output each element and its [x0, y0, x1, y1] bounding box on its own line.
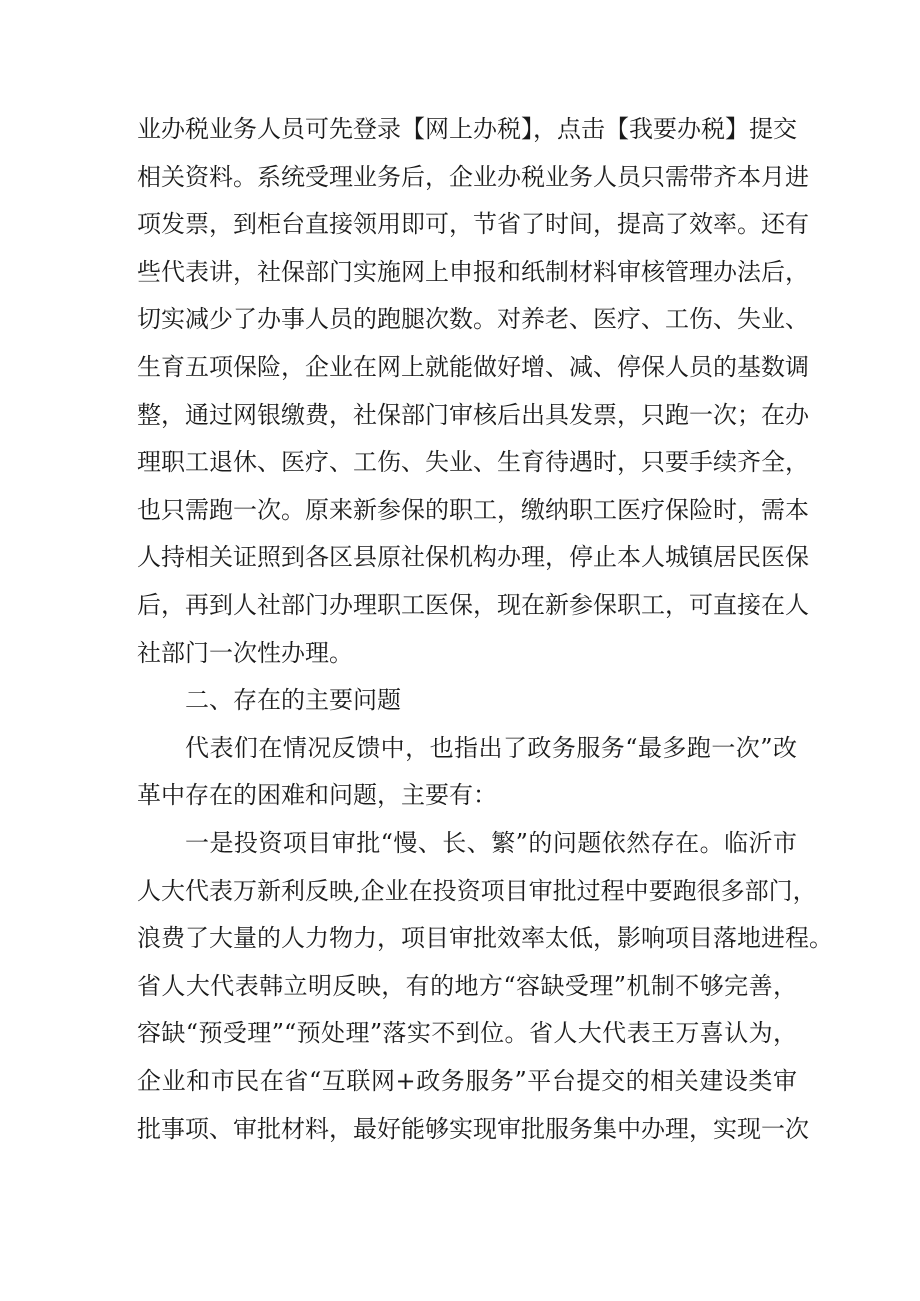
text-line: 企业和市民在省“互联网+政务服务”平台提交的相关建设类审 — [137, 1067, 797, 1095]
text-line: 人持相关证照到各区县原社保机构办理，停止本人城镇居民医保 — [137, 543, 809, 572]
text-line: 省人大代表韩立明反映，有的地方“容缺受理”机制不够完善， — [137, 971, 797, 1000]
text-line: 些代表讲，社保部门实施网上申报和纸制材料审核管理办法后， — [137, 257, 809, 286]
text-line: 革中存在的困难和问题，主要有： — [137, 781, 497, 810]
text-line: 二、存在的主要问题 — [185, 686, 401, 715]
text-line: 业办税业务人员可先登录【网上办税】，点击【我要办税】提交 — [137, 115, 797, 143]
text-line: 一是投资项目审批“慢、长、繁”的问题依然存在。临沂市 — [185, 829, 797, 857]
text-line: 理职工退休、医疗、工伤、失业、生育待遇时，只要手续齐全， — [137, 448, 809, 477]
text-line: 整，通过网银缴费，社保部门审核后出具发票，只跑一次；在办 — [137, 400, 809, 429]
text-line: 后，再到人社部门办理职工医保，现在新参保职工，可直接在人 — [137, 591, 809, 619]
text-line: 容缺“预受理”“预处理”落实不到位。省人大代表王万喜认为， — [137, 1019, 797, 1048]
text-line: 项发票，到柜台直接领用即可，节省了时间，提高了效率。还有 — [137, 210, 809, 239]
text-line: 社部门一次性办理。 — [137, 638, 353, 667]
text-line: 也只需跑一次。原来新参保的职工，缴纳职工医疗保险时，需本 — [137, 495, 809, 524]
text-line: 切实减少了办事人员的跑腿次数。对养老、医疗、工伤、失业、 — [137, 305, 809, 334]
text-line: 批事项、审批材料，最好能够实现审批服务集中办理，实现一次 — [137, 1114, 809, 1143]
text-line: 浪费了大量的人力物力，项目审批效率太低，影响项目落地进程。 — [137, 924, 833, 953]
text-line: 相关资料。系统受理业务后，企业办税业务人员只需带齐本月进 — [137, 162, 809, 191]
text-line: 代表们在情况反馈中，也指出了政务服务“最多跑一次”改 — [185, 733, 797, 762]
text-line: 人大代表万新利反映,企业在投资项目审批过程中要跑很多部门， — [137, 876, 817, 905]
text-line: 生育五项保险，企业在网上就能做好增、减、停保人员的基数调 — [137, 353, 809, 381]
